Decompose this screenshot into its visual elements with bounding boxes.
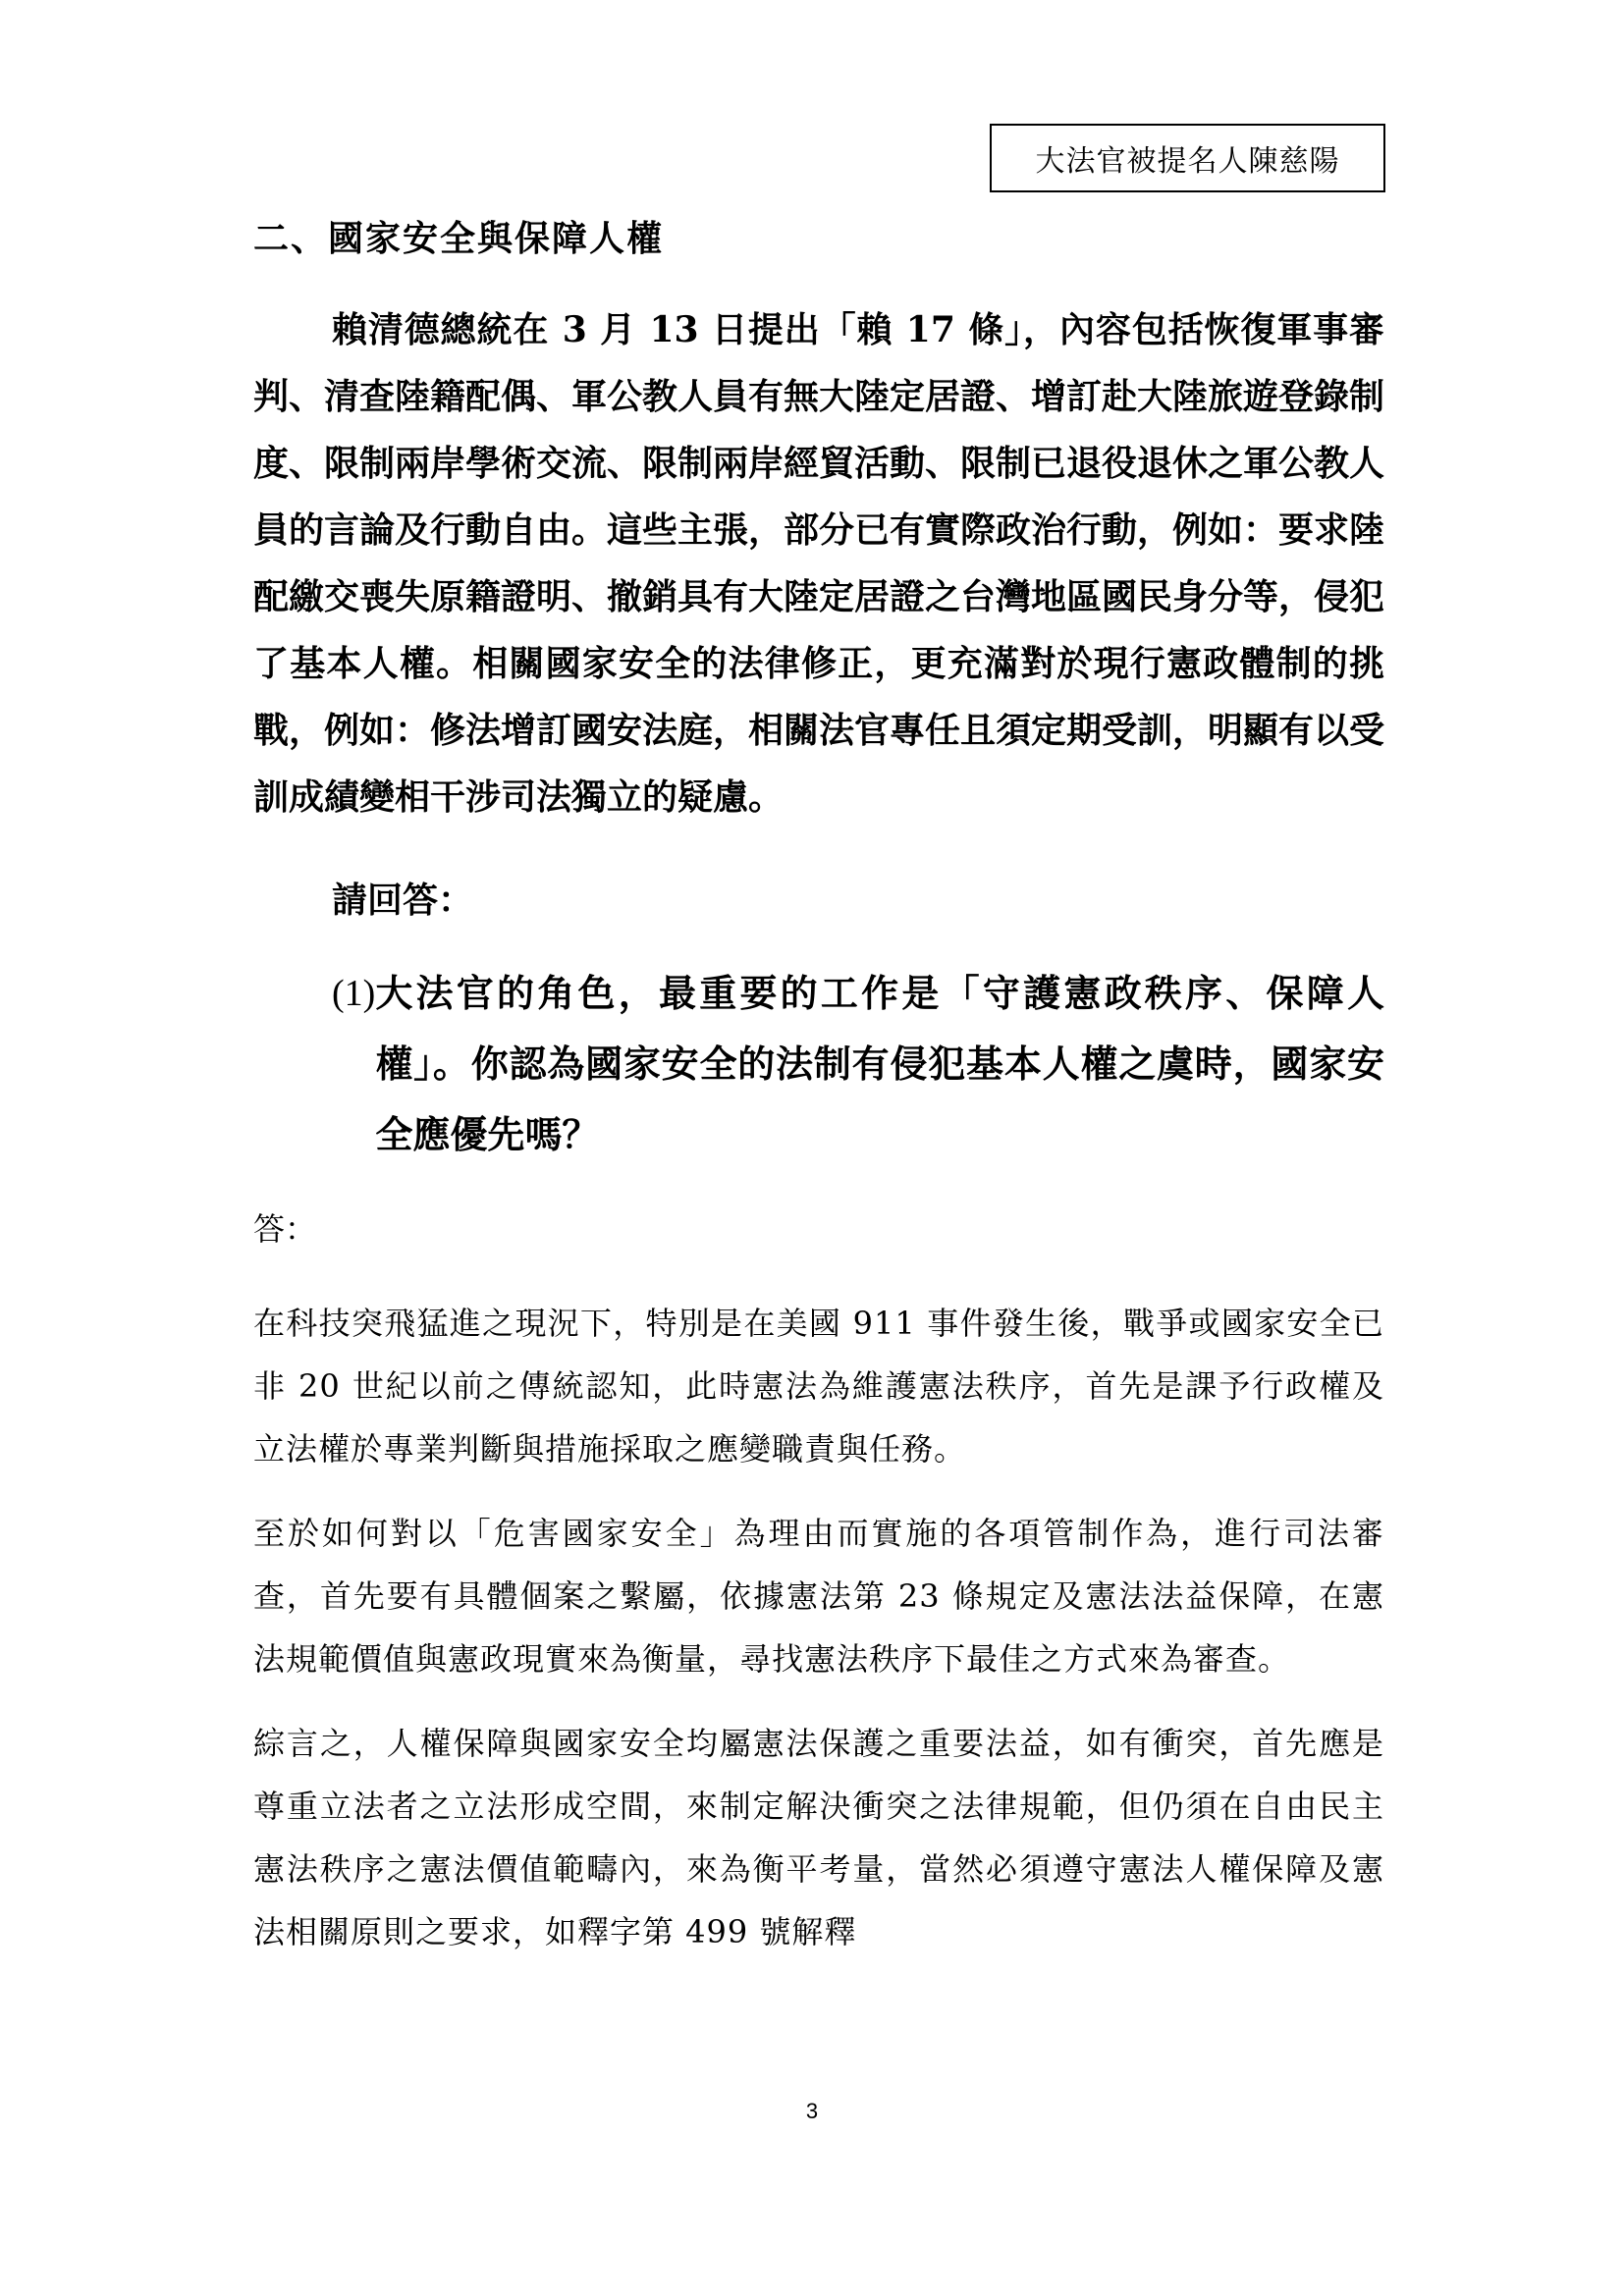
section-intro-paragraph: 賴清德總統在 3 月 13 日提出「賴 17 條」，內容包括恢復軍事審判、清查陸籍配偶、軍公教人員有無大陸定居證、增訂赴大陸旅遊登錄制度、限制兩岸學術交流、限制兩岸經貿活動、限制已退役退休之軍公教人員的言論及行動自由。這些主張，部分已有實際政治行動，例如：要求陸配繳交喪失原籍證明、撤銷具有大陸定居證之台灣地區國民身分等，侵犯了基本人權。相關國家安全的法律修正，更充滿對於現行憲政體制的挑戰，例如：修法增訂國安法庭，相關法官專任且須定期受訓，明顯有以受訓成績變相干涉司法獨立的疑慮。	[253, 309, 1385, 818]
answer-paragraph: 在科技突飛猛進之現況下，特別是在美國 911 事件發生後，戰爭或國家安全已非 20 世紀以前之傳統認知，此時憲法為維護憲法秩序，首先是課予行政權及立法權於專業判斷與措施採取之應變職責與任務。	[253, 1305, 1384, 1468]
section-heading: 二、國家安全與保障人權	[253, 218, 665, 259]
question-item	[332, 958, 1384, 1170]
question-text: 大法官的角色，最重要的工作是「守護憲政秩序、保障人權」。你認為國家安全的法制有侵犯基本人權之虞時，國家安全應優先嗎？	[375, 971, 1384, 1156]
document-body	[253, 208, 1384, 1985]
answer-label: 答：	[253, 1210, 317, 1248]
page-number: 3	[805, 2099, 819, 2123]
question-number: (1)	[332, 973, 376, 1014]
answer-paragraph: 綜言之，人權保障與國家安全均屬憲法保護之重要法益，如有衝突，首先應是尊重立法者之立法形成空間，來制定解決衝突之法律規範，但仍須在自由民主憲法秩序之憲法價值範疇內，來為衡平考量，當然必須遵守憲法人權保障及憲法相關原則之要求，如釋字第 499 號解釋	[253, 1725, 1384, 1950]
answer-prompt: 請回答：	[332, 880, 474, 921]
answer-paragraph: 至於如何對以「危害國家安全」為理由而實施的各項管制作為，進行司法審查，首先要有具體個案之繫屬，依據憲法第 23 條規定及憲法法益保障，在憲法規範價值與憲政現實來為衡量，尋找憲法秩序下最佳之方式來為審查。	[253, 1515, 1384, 1678]
nominee-header-box	[990, 124, 1385, 192]
nominee-header-label: 大法官被提名人陳慈陽	[1035, 144, 1340, 179]
